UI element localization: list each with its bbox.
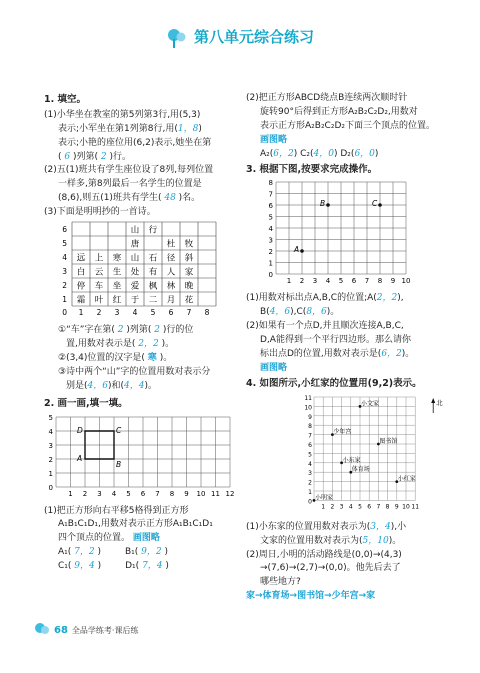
text: C₂( <box>300 148 314 159</box>
s2-q2-hint <box>246 134 442 148</box>
poem-char: 车 <box>94 281 104 292</box>
answer: 7，4 <box>142 561 163 572</box>
d1-item <box>125 560 169 574</box>
s1-sub1-line2 <box>44 338 234 352</box>
place-label: 少年宫 <box>333 428 352 436</box>
s3-q2-line2: D,A能得到一个平行四边形。那么请你 <box>260 335 411 346</box>
text: ) <box>97 547 101 558</box>
point-a <box>300 250 304 254</box>
vertex-label-b: B <box>116 459 122 469</box>
poem-char: 山 <box>130 253 140 264</box>
y-tick-label: 6 <box>308 441 312 449</box>
s4-q1-line2 <box>246 535 442 549</box>
text: )列第( <box>126 325 152 336</box>
s1-sub3-line1: ③诗中两个“山”字的位置用数对表示分 <box>58 366 211 377</box>
place-label: 小明家 <box>315 494 334 502</box>
s2-q2-line3: 表示正方形A₂B₂C₂D₂下面三个顶点的位置。 <box>260 120 435 131</box>
y-tick-label: 1 <box>62 295 67 305</box>
y-tick-label: 4 <box>308 460 312 468</box>
s2-q2-line1: (2)把正方形ABCD绕点B连续两次顺时针 <box>246 93 408 103</box>
x-tick-label: 8 <box>169 489 175 498</box>
s2-q1-line2: A₁B₁C₁D₁,用数对表示正方形A₁B₁C₁D₁ <box>58 519 213 530</box>
poem-char: 于 <box>130 295 140 306</box>
page-header <box>0 26 480 55</box>
right-column <box>246 92 442 604</box>
answer: 家→体育场→图书馆→少年宫→家 <box>246 591 376 602</box>
s1-q1-line4 <box>44 151 234 165</box>
x-tick-label: 6 <box>168 308 174 318</box>
poem-char: 枫 <box>148 281 158 292</box>
poem-char: 石 <box>148 253 158 264</box>
tree-icon <box>166 27 188 49</box>
s1-sub2-line <box>44 352 234 366</box>
x-tick-label: 8 <box>385 503 390 511</box>
vertex-label-a: A <box>77 453 83 463</box>
y-tick-label: 2 <box>48 455 53 464</box>
x-tick-label: 10 <box>402 503 410 511</box>
answer: 9，2 <box>141 547 162 558</box>
x-tick-label: 1 <box>68 489 73 498</box>
y-tick-label: 0 <box>308 498 312 506</box>
s3-q1-line2 <box>246 306 442 320</box>
text: )。 <box>326 307 340 318</box>
x-tick-label: 3 <box>339 503 344 511</box>
page-title: 第八单元综合练习 <box>193 28 314 46</box>
y-tick-label: 10 <box>304 404 312 412</box>
text: )行。 <box>109 151 132 162</box>
text: D₂( <box>340 148 355 159</box>
poem-char: 牧 <box>184 239 194 250</box>
origin-label: 0 <box>62 308 67 318</box>
poem-char: 生 <box>112 267 122 278</box>
page-number: 68 <box>54 625 68 637</box>
text: )列第( <box>73 151 99 162</box>
x-tick-label: 1 <box>78 308 84 318</box>
poem-char: 寒 <box>112 253 122 264</box>
y-tick-label: 4 <box>48 427 53 436</box>
poem-char: 叶 <box>94 295 104 306</box>
text: ),C( <box>290 307 307 318</box>
s3-q1-line1 <box>246 292 442 306</box>
text: ( <box>58 151 62 162</box>
y-tick-label: 2 <box>308 479 312 487</box>
s2-q1-ab <box>44 546 234 560</box>
poem-char: 停 <box>76 281 86 292</box>
s1-q2-line3 <box>44 192 234 206</box>
x-tick-label: 4 <box>111 489 117 498</box>
text: A₁( <box>58 547 72 558</box>
x-tick-label: 10 <box>401 277 411 286</box>
s1-sub1-line1 <box>44 324 234 338</box>
answer: 2 <box>154 325 161 336</box>
text: ) <box>164 547 169 558</box>
north-arrow-head <box>431 398 435 403</box>
text: 标出点D的位置,用数对表示是( <box>260 349 382 360</box>
poem-grid <box>44 220 234 318</box>
s1-sub3-line2 <box>44 380 234 394</box>
y-tick-label: 0 <box>48 483 53 492</box>
x-tick-label: 7 <box>186 308 192 318</box>
x-tick-label: 5 <box>338 277 344 286</box>
x-tick-label: 9 <box>390 277 396 286</box>
x-tick-label: 3 <box>97 489 102 498</box>
y-tick-label: 2 <box>62 281 67 291</box>
poem-char: 斜 <box>184 253 194 264</box>
answer: 6，2 <box>273 148 294 159</box>
text: ) <box>333 148 338 159</box>
y-tick-label: 6 <box>268 202 273 211</box>
x-tick-label: 6 <box>367 503 372 511</box>
x-tick-label: 3 <box>312 277 318 286</box>
x-tick-label: 2 <box>96 308 102 318</box>
s1-q2-line2: 一样多,第8列最后一名学生的位置是 <box>58 179 202 190</box>
section-4-heading: 4. 如图所示,小红家的位置用(9,2)表示。 <box>246 377 422 389</box>
x-tick-label: 9 <box>184 489 189 498</box>
y-tick-label: 8 <box>268 179 273 188</box>
text: 置,用数对表示是( <box>66 339 136 350</box>
x-tick-label: 7 <box>376 503 381 511</box>
x-tick-label: 5 <box>150 308 156 318</box>
s1-q1-line3: 表示;小艳的座位用(6,2)表示,她坐在第 <box>58 137 212 148</box>
poem-char: 白 <box>76 267 86 278</box>
text: ) <box>97 561 102 572</box>
x-tick-label: 2 <box>330 503 335 511</box>
poem-char: 云 <box>94 267 104 278</box>
answer: 2 <box>117 325 124 336</box>
s4-route-answer <box>246 590 442 604</box>
text: C₁( <box>58 561 72 572</box>
a1-item <box>58 546 101 560</box>
poem-char: 径 <box>166 253 176 264</box>
text: 表示;小军坐在第1列第8行,用( <box>58 123 178 134</box>
x-tick-label: 6 <box>351 277 357 286</box>
answer: 6，2 <box>381 349 402 360</box>
x-tick-label: 4 <box>325 277 331 286</box>
s2-q2-answers <box>246 148 442 162</box>
s2-q1-line3 <box>44 532 234 546</box>
x-tick-label: 2 <box>82 489 88 498</box>
poem-char: 山 <box>130 225 140 236</box>
x-tick-label: 5 <box>126 489 131 498</box>
y-tick-label: 5 <box>62 239 67 249</box>
point-label-c: C <box>372 199 378 209</box>
poem-char: 处 <box>130 267 140 278</box>
place-label: 小东家 <box>342 456 361 464</box>
answer: 3，4 <box>370 521 391 532</box>
poem-char: 家 <box>184 267 194 278</box>
poem-char: 远 <box>76 253 86 264</box>
poem-char: 杜 <box>166 239 176 250</box>
text: 别是( <box>66 380 88 391</box>
answer: 4，6 <box>269 307 291 318</box>
answer: 6 <box>64 151 71 162</box>
text: 四个顶点的位置。 <box>58 533 131 544</box>
s2-q1-line1: (1)把正方形向右平移5格得到正方形 <box>44 505 189 516</box>
hint: 画图略 <box>132 533 160 544</box>
text: ) <box>198 123 202 134</box>
text: 文家的位置用数对表示为( <box>260 535 363 546</box>
point-label-b: B <box>320 199 326 209</box>
leaf-icon <box>34 622 50 640</box>
place-label: 图书馆 <box>379 437 398 445</box>
s2-q1-cd <box>44 560 234 574</box>
text: )。 <box>159 353 173 364</box>
poem-char: 花 <box>184 295 194 306</box>
text: )。 <box>161 339 175 350</box>
text: )。 <box>144 380 157 391</box>
answer: 9，4 <box>74 561 95 572</box>
left-column <box>44 92 234 574</box>
text: A₂( <box>260 148 274 159</box>
x-tick-label: 12 <box>225 489 235 498</box>
section-2-heading: 2. 画一画,填一填。 <box>44 397 128 409</box>
y-tick-label: 1 <box>308 488 312 496</box>
y-tick-label: 1 <box>48 469 53 478</box>
y-tick-label: 11 <box>304 394 312 402</box>
s4-q2-line1: (2)周日,小明的活动路线是(0,0)→(4,3) <box>246 549 402 560</box>
text: ①“车”字在第( <box>58 325 115 336</box>
y-tick-label: 4 <box>268 225 273 234</box>
text: ),小 <box>390 521 407 532</box>
y-tick-label: 5 <box>308 451 312 459</box>
place-label: 小红家 <box>397 475 416 483</box>
answer: 4，6 <box>87 380 108 391</box>
poem-char: 红 <box>112 295 122 306</box>
y-tick-label: 0 <box>268 271 273 280</box>
text: ) <box>374 148 379 159</box>
answer: 寒 <box>147 353 157 364</box>
north-label: 北 <box>436 398 443 407</box>
answer: 2，2 <box>138 339 159 350</box>
vertex-label-c: C <box>116 425 122 435</box>
y-tick-label: 3 <box>62 267 67 277</box>
c1-item <box>58 560 101 574</box>
x-tick-label: 7 <box>364 277 370 286</box>
s3-q2-line3 <box>246 348 442 362</box>
square-grid <box>44 413 234 499</box>
s3-q2-line1: (2)如果有一个点D,并且顺次连接A,B,C, <box>246 321 404 332</box>
unit-title-block <box>166 26 314 49</box>
answer: 2，2 <box>376 293 398 304</box>
text: )行的位 <box>162 325 194 336</box>
answer: 8，6 <box>306 307 327 318</box>
text: D₁( <box>125 561 140 572</box>
s1-q3-line: (3)下面是明明抄的一首诗。 <box>44 207 156 218</box>
x-tick-label: 3 <box>114 308 120 318</box>
point-grid <box>246 178 442 286</box>
b1-item <box>125 546 168 560</box>
x-tick-label: 7 <box>155 489 160 498</box>
text: (1)用数对标出点A,B,C的位置;A( <box>246 293 377 304</box>
text: )和( <box>107 380 124 391</box>
poem-char: 霜 <box>76 295 86 306</box>
s4-q2-line3: 哪些地方? <box>260 577 301 588</box>
x-tick-label: 9 <box>394 503 399 511</box>
section-1-heading: 1. 填空。 <box>44 94 87 105</box>
y-tick-label: 7 <box>268 190 273 199</box>
y-tick-label: 7 <box>308 432 312 440</box>
poem-char: 有 <box>148 267 158 278</box>
vertex-label-d: D <box>77 425 83 435</box>
place-label: 小文家 <box>361 400 380 408</box>
text: B₁( <box>125 547 139 558</box>
s4-q2-line2: →(7,6)→(2,7)→(0,0)。他先后去了 <box>260 563 401 574</box>
page-footer <box>34 622 138 640</box>
answer: 1，8 <box>177 123 199 134</box>
text: (1)小东家的位置用数对表示为( <box>246 521 371 532</box>
y-tick-label: 9 <box>308 413 312 421</box>
poem-char: 晚 <box>184 281 194 292</box>
x-tick-label: 8 <box>204 308 210 318</box>
map-grid <box>246 393 442 515</box>
x-tick-label: 4 <box>132 308 138 318</box>
text: )名。 <box>178 193 201 204</box>
x-tick-label: 11 <box>211 489 220 498</box>
answer: 48 <box>164 193 176 204</box>
y-tick-label: 4 <box>62 253 67 263</box>
y-tick-label: 3 <box>308 469 312 477</box>
y-tick-label: 2 <box>268 248 273 257</box>
y-tick-label: 3 <box>48 441 53 450</box>
poem-char: 唐 <box>130 239 140 250</box>
section-3-heading: 3. 根据下图,按要求完成操作。 <box>246 163 378 175</box>
s3-hint <box>246 362 442 376</box>
s1-q1-line1: (1)小华坐在教室的第5列第3行,用(5,3) <box>44 109 201 120</box>
y-tick-label: 3 <box>268 236 273 245</box>
answer: 4，4 <box>124 380 145 391</box>
s2-q2-line2: 旋转90°后得到正方形A₂B₂C₂D₂,用数对 <box>260 106 418 117</box>
text: )。 <box>401 349 415 360</box>
poem-char: 坐 <box>112 281 122 292</box>
x-tick-label: 5 <box>358 503 362 511</box>
answer: 5，10 <box>362 535 389 546</box>
y-tick-label: 8 <box>308 422 312 430</box>
point-b <box>326 204 330 208</box>
book-name: 全品学练考·课后练 <box>71 626 139 635</box>
poem-char: 林 <box>166 281 176 292</box>
text: )。 <box>388 535 402 546</box>
text: B( <box>260 307 270 318</box>
answer: 4，0 <box>313 148 334 159</box>
x-tick-label: 2 <box>299 277 305 286</box>
hint: 画图略 <box>260 134 288 145</box>
text: ), <box>397 293 404 304</box>
x-tick-label: 8 <box>377 277 383 286</box>
s1-q2-line1: (2)五(1)班共有学生座位设了8列,每列位置 <box>44 165 214 176</box>
hint: 画图略 <box>260 363 288 374</box>
poem-char: 上 <box>94 253 104 264</box>
s4-q1-line1 <box>246 521 442 535</box>
y-tick-label: 5 <box>268 213 273 222</box>
poem-char: 二 <box>148 295 158 306</box>
point-c <box>378 204 382 208</box>
text: ②(3,4)位置的汉字是( <box>58 353 145 364</box>
place-label: 体育场 <box>351 465 370 473</box>
point-label-a: A <box>294 245 300 255</box>
y-tick-label: 5 <box>48 413 53 422</box>
x-tick-label: 1 <box>321 503 326 511</box>
y-tick-label: 6 <box>62 225 67 235</box>
poem-char: 人 <box>166 267 176 278</box>
text: (8,6),则五(1)班共有学生( <box>58 193 162 204</box>
y-tick-label: 1 <box>268 259 273 268</box>
x-tick-label: 10 <box>196 489 206 498</box>
x-tick-label: 6 <box>140 489 146 498</box>
x-tick-label: 11 <box>411 503 420 511</box>
answer: 6，0 <box>354 148 375 159</box>
x-tick-label: 4 <box>348 503 353 511</box>
poem-char: 爱 <box>130 281 140 292</box>
answer: 2 <box>100 151 107 162</box>
answer: 7，2 <box>74 547 95 558</box>
poem-char: 月 <box>166 295 176 306</box>
s1-q1-line2 <box>44 123 234 137</box>
text: ) <box>165 561 169 572</box>
poem-char: 行 <box>148 225 158 236</box>
x-tick-label: 1 <box>286 277 292 286</box>
text: ) <box>293 148 298 159</box>
